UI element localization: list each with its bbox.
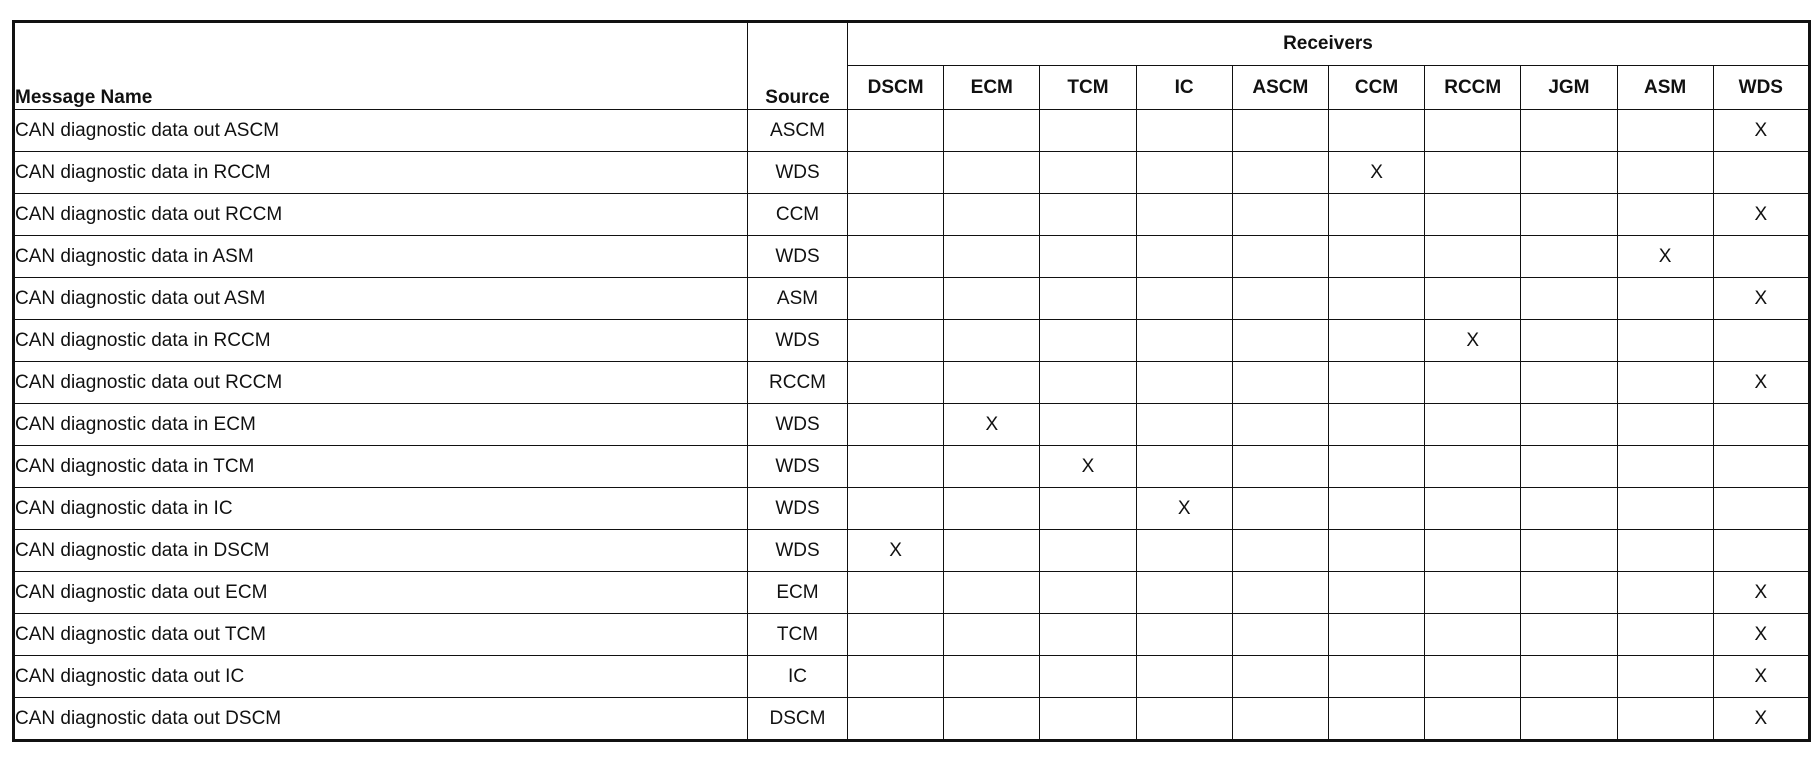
- table-row: [14, 488, 1810, 530]
- source-cell: ASCM: [748, 110, 848, 152]
- header-receiver-wds: WDS: [1713, 66, 1809, 110]
- message-name-cell: CAN diagnostic data in TCM: [14, 446, 748, 488]
- receiver-cell-jgm: [1521, 320, 1617, 362]
- receiver-cell-dscm: [848, 278, 944, 320]
- table-row: [14, 404, 1810, 446]
- receiver-cell-ascm: [1232, 194, 1328, 236]
- receiver-cell-ccm: [1328, 278, 1424, 320]
- receiver-cell-wds: [1713, 320, 1809, 362]
- source-cell: WDS: [748, 152, 848, 194]
- receiver-cell-dscm: [848, 152, 944, 194]
- receiver-cell-rccm: [1425, 446, 1521, 488]
- receiver-cell-tcm: [1040, 488, 1136, 530]
- receiver-cell-jgm: [1521, 572, 1617, 614]
- receiver-cell-dscm: [848, 698, 944, 741]
- receiver-mark-wds: X: [1713, 614, 1809, 656]
- receiver-cell-ic: [1136, 698, 1232, 741]
- receiver-cell-tcm: [1040, 656, 1136, 698]
- receiver-cell-ccm: [1328, 446, 1424, 488]
- receiver-cell-ecm: [944, 236, 1040, 278]
- header-message-name: Message Name: [14, 22, 748, 110]
- receiver-cell-tcm: [1040, 320, 1136, 362]
- header-source: Source: [748, 22, 848, 110]
- table-row: [14, 278, 1810, 320]
- receiver-cell-wds: [1713, 446, 1809, 488]
- receiver-cell-rccm: [1425, 110, 1521, 152]
- receiver-cell-tcm: [1040, 236, 1136, 278]
- header-receiver-dscm: DSCM: [848, 66, 944, 110]
- receiver-cell-ccm: [1328, 698, 1424, 741]
- receiver-cell-rccm: [1425, 698, 1521, 741]
- header-receiver-ccm: CCM: [1328, 66, 1424, 110]
- receiver-cell-ascm: [1232, 278, 1328, 320]
- receiver-cell-jgm: [1521, 530, 1617, 572]
- receiver-mark-asm: X: [1617, 236, 1713, 278]
- receiver-cell-rccm: [1425, 152, 1521, 194]
- receiver-mark-wds: X: [1713, 698, 1809, 741]
- header-receiver-asm: ASM: [1617, 66, 1713, 110]
- message-name-cell: CAN diagnostic data out ECM: [14, 572, 748, 614]
- source-cell: ECM: [748, 572, 848, 614]
- header-receiver-rccm: RCCM: [1425, 66, 1521, 110]
- receiver-cell-dscm: [848, 194, 944, 236]
- receiver-cell-ascm: [1232, 530, 1328, 572]
- header-receiver-tcm: TCM: [1040, 66, 1136, 110]
- header-receivers-group: Receivers: [848, 22, 1810, 66]
- receiver-cell-ccm: [1328, 404, 1424, 446]
- header-receiver-ascm: ASCM: [1232, 66, 1328, 110]
- receiver-cell-ecm: [944, 152, 1040, 194]
- receiver-cell-asm: [1617, 698, 1713, 741]
- message-name-cell: CAN diagnostic data out DSCM: [14, 698, 748, 741]
- message-name-cell: CAN diagnostic data in IC: [14, 488, 748, 530]
- receiver-cell-asm: [1617, 194, 1713, 236]
- header-receiver-ecm: ECM: [944, 66, 1040, 110]
- receiver-cell-ecm: [944, 572, 1040, 614]
- table-row: [14, 362, 1810, 404]
- receiver-cell-jgm: [1521, 488, 1617, 530]
- receiver-cell-jgm: [1521, 656, 1617, 698]
- receiver-cell-ccm: [1328, 488, 1424, 530]
- receiver-cell-ic: [1136, 404, 1232, 446]
- receiver-cell-ic: [1136, 236, 1232, 278]
- receiver-cell-asm: [1617, 110, 1713, 152]
- table-row: [14, 320, 1810, 362]
- receiver-cell-ecm: [944, 110, 1040, 152]
- table-row: [14, 152, 1810, 194]
- receiver-cell-ascm: [1232, 236, 1328, 278]
- receiver-cell-dscm: [848, 110, 944, 152]
- receiver-cell-ic: [1136, 572, 1232, 614]
- table-row: [14, 194, 1810, 236]
- source-cell: IC: [748, 656, 848, 698]
- receiver-cell-ecm: [944, 320, 1040, 362]
- receiver-cell-dscm: [848, 488, 944, 530]
- message-name-cell: CAN diagnostic data in DSCM: [14, 530, 748, 572]
- receiver-cell-asm: [1617, 404, 1713, 446]
- receiver-mark-wds: X: [1713, 194, 1809, 236]
- receiver-cell-dscm: [848, 446, 944, 488]
- receiver-cell-rccm: [1425, 656, 1521, 698]
- table-row: [14, 656, 1810, 698]
- receiver-cell-rccm: [1425, 362, 1521, 404]
- receiver-cell-rccm: [1425, 194, 1521, 236]
- source-cell: DSCM: [748, 698, 848, 741]
- receiver-cell-ccm: [1328, 362, 1424, 404]
- message-name-cell: CAN diagnostic data out ASCM: [14, 110, 748, 152]
- receiver-cell-wds: [1713, 404, 1809, 446]
- receiver-cell-ic: [1136, 614, 1232, 656]
- table-body: [14, 110, 1810, 741]
- table-row: [14, 446, 1810, 488]
- receiver-cell-ccm: [1328, 194, 1424, 236]
- receiver-cell-rccm: [1425, 572, 1521, 614]
- receiver-cell-ic: [1136, 110, 1232, 152]
- receiver-cell-ascm: [1232, 110, 1328, 152]
- receiver-cell-dscm: [848, 362, 944, 404]
- source-cell: RCCM: [748, 362, 848, 404]
- receiver-cell-ic: [1136, 152, 1232, 194]
- message-name-cell: CAN diagnostic data in ECM: [14, 404, 748, 446]
- receiver-cell-ic: [1136, 362, 1232, 404]
- receiver-cell-rccm: [1425, 278, 1521, 320]
- table-row: [14, 530, 1810, 572]
- receiver-cell-ic: [1136, 446, 1232, 488]
- header-row-top: [14, 22, 1810, 66]
- receiver-cell-tcm: [1040, 152, 1136, 194]
- receiver-cell-tcm: [1040, 698, 1136, 741]
- receiver-cell-ascm: [1232, 698, 1328, 741]
- receiver-cell-tcm: [1040, 194, 1136, 236]
- receiver-mark-ic: X: [1136, 488, 1232, 530]
- receiver-cell-asm: [1617, 572, 1713, 614]
- receiver-cell-rccm: [1425, 404, 1521, 446]
- receiver-cell-ccm: [1328, 236, 1424, 278]
- receiver-cell-ascm: [1232, 152, 1328, 194]
- receiver-cell-jgm: [1521, 362, 1617, 404]
- receiver-cell-dscm: [848, 656, 944, 698]
- receiver-cell-ccm: [1328, 320, 1424, 362]
- receiver-cell-dscm: [848, 404, 944, 446]
- receiver-cell-ic: [1136, 530, 1232, 572]
- receiver-cell-ecm: [944, 656, 1040, 698]
- header-receiver-ic: IC: [1136, 66, 1232, 110]
- receiver-cell-asm: [1617, 278, 1713, 320]
- receiver-cell-tcm: [1040, 404, 1136, 446]
- receiver-cell-rccm: [1425, 236, 1521, 278]
- document-page: [12, 20, 1811, 742]
- receiver-cell-asm: [1617, 152, 1713, 194]
- receiver-cell-ascm: [1232, 572, 1328, 614]
- message-name-cell: CAN diagnostic data in ASM: [14, 236, 748, 278]
- receiver-cell-wds: [1713, 152, 1809, 194]
- receiver-cell-dscm: [848, 236, 944, 278]
- receiver-cell-tcm: [1040, 572, 1136, 614]
- source-cell: WDS: [748, 404, 848, 446]
- header-receiver-jgm: JGM: [1521, 66, 1617, 110]
- source-cell: WDS: [748, 320, 848, 362]
- receiver-cell-asm: [1617, 488, 1713, 530]
- message-name-cell: CAN diagnostic data in RCCM: [14, 152, 748, 194]
- receiver-cell-tcm: [1040, 530, 1136, 572]
- receiver-cell-jgm: [1521, 152, 1617, 194]
- message-name-cell: CAN diagnostic data out IC: [14, 656, 748, 698]
- message-name-cell: CAN diagnostic data out RCCM: [14, 194, 748, 236]
- receiver-cell-ecm: [944, 488, 1040, 530]
- receiver-cell-tcm: [1040, 278, 1136, 320]
- receiver-cell-asm: [1617, 362, 1713, 404]
- receiver-cell-jgm: [1521, 404, 1617, 446]
- receiver-cell-jgm: [1521, 614, 1617, 656]
- receiver-cell-ic: [1136, 194, 1232, 236]
- receiver-cell-ccm: [1328, 572, 1424, 614]
- receiver-cell-jgm: [1521, 110, 1617, 152]
- receiver-cell-rccm: [1425, 488, 1521, 530]
- receiver-cell-ascm: [1232, 362, 1328, 404]
- receiver-cell-asm: [1617, 530, 1713, 572]
- receiver-cell-ecm: [944, 614, 1040, 656]
- receiver-cell-tcm: [1040, 362, 1136, 404]
- source-cell: WDS: [748, 488, 848, 530]
- receiver-cell-ic: [1136, 320, 1232, 362]
- receiver-mark-tcm: X: [1040, 446, 1136, 488]
- receiver-cell-ascm: [1232, 446, 1328, 488]
- source-cell: TCM: [748, 614, 848, 656]
- receiver-cell-wds: [1713, 236, 1809, 278]
- receiver-cell-ecm: [944, 530, 1040, 572]
- can-message-matrix-table: [12, 20, 1811, 742]
- receiver-cell-asm: [1617, 320, 1713, 362]
- receiver-mark-wds: X: [1713, 278, 1809, 320]
- receiver-cell-ascm: [1232, 404, 1328, 446]
- receiver-cell-ccm: [1328, 656, 1424, 698]
- source-cell: WDS: [748, 236, 848, 278]
- receiver-cell-ecm: [944, 194, 1040, 236]
- receiver-cell-jgm: [1521, 194, 1617, 236]
- receiver-cell-jgm: [1521, 446, 1617, 488]
- receiver-cell-asm: [1617, 614, 1713, 656]
- receiver-cell-dscm: [848, 614, 944, 656]
- receiver-mark-ecm: X: [944, 404, 1040, 446]
- receiver-cell-tcm: [1040, 614, 1136, 656]
- message-name-cell: CAN diagnostic data out RCCM: [14, 362, 748, 404]
- receiver-mark-ccm: X: [1328, 152, 1424, 194]
- receiver-cell-ascm: [1232, 614, 1328, 656]
- receiver-mark-wds: X: [1713, 656, 1809, 698]
- source-cell: WDS: [748, 446, 848, 488]
- table-row: [14, 110, 1810, 152]
- receiver-cell-wds: [1713, 488, 1809, 530]
- receiver-mark-dscm: X: [848, 530, 944, 572]
- table-row: [14, 572, 1810, 614]
- receiver-cell-jgm: [1521, 278, 1617, 320]
- message-name-cell: CAN diagnostic data in RCCM: [14, 320, 748, 362]
- receiver-cell-tcm: [1040, 110, 1136, 152]
- receiver-cell-ccm: [1328, 530, 1424, 572]
- receiver-cell-ascm: [1232, 320, 1328, 362]
- receiver-cell-ascm: [1232, 488, 1328, 530]
- table-row: [14, 614, 1810, 656]
- receiver-cell-jgm: [1521, 236, 1617, 278]
- receiver-cell-ascm: [1232, 656, 1328, 698]
- receiver-cell-dscm: [848, 320, 944, 362]
- receiver-mark-wds: X: [1713, 572, 1809, 614]
- receiver-cell-rccm: [1425, 614, 1521, 656]
- receiver-cell-asm: [1617, 656, 1713, 698]
- table-row: [14, 698, 1810, 741]
- receiver-cell-rccm: [1425, 530, 1521, 572]
- receiver-cell-ecm: [944, 362, 1040, 404]
- receiver-cell-asm: [1617, 446, 1713, 488]
- receiver-cell-wds: [1713, 530, 1809, 572]
- receiver-cell-ccm: [1328, 110, 1424, 152]
- receiver-mark-wds: X: [1713, 110, 1809, 152]
- receiver-cell-jgm: [1521, 698, 1617, 741]
- receiver-cell-dscm: [848, 572, 944, 614]
- receiver-mark-wds: X: [1713, 362, 1809, 404]
- receiver-cell-ecm: [944, 278, 1040, 320]
- source-cell: ASM: [748, 278, 848, 320]
- source-cell: CCM: [748, 194, 848, 236]
- receiver-cell-ccm: [1328, 614, 1424, 656]
- receiver-cell-ecm: [944, 698, 1040, 741]
- receiver-cell-ic: [1136, 656, 1232, 698]
- message-name-cell: CAN diagnostic data out TCM: [14, 614, 748, 656]
- table-row: [14, 236, 1810, 278]
- receiver-cell-ecm: [944, 446, 1040, 488]
- source-cell: WDS: [748, 530, 848, 572]
- receiver-mark-rccm: X: [1425, 320, 1521, 362]
- message-name-cell: CAN diagnostic data out ASM: [14, 278, 748, 320]
- receiver-cell-ic: [1136, 278, 1232, 320]
